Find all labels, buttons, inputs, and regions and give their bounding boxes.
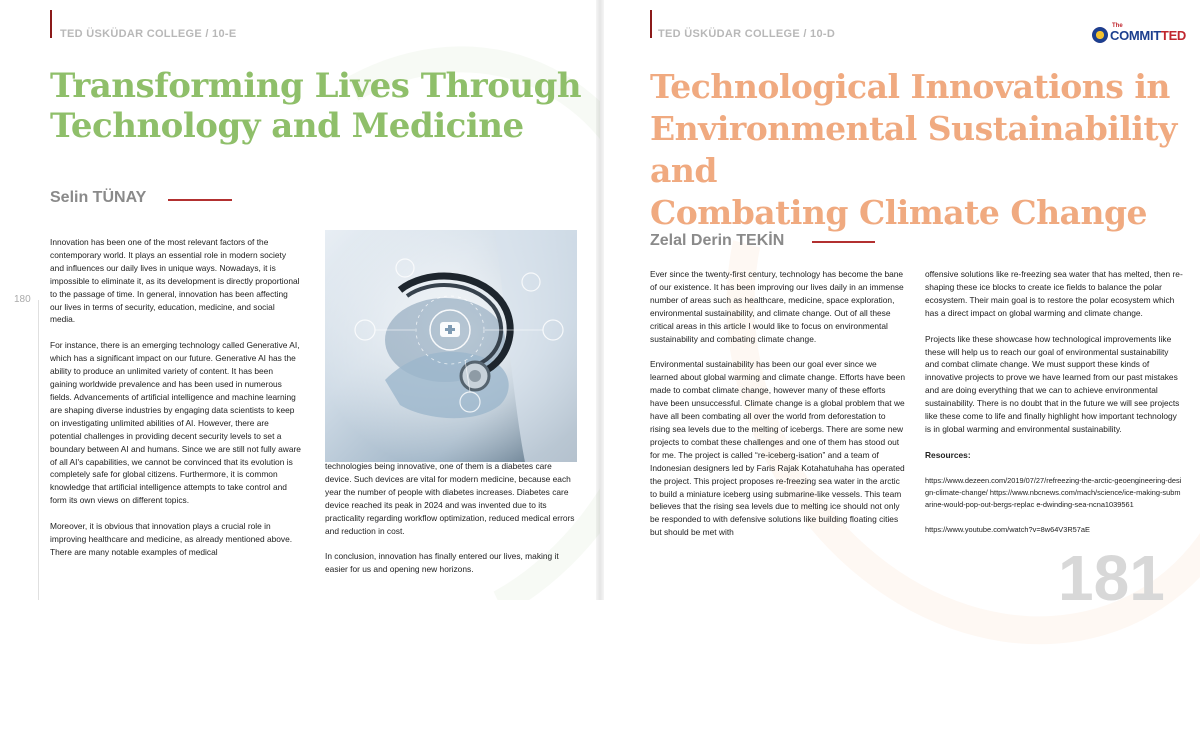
paragraph: offensive solutions like re-freezing sea water that has melted, then re-shaping these ice blocks to create ice fields to balance the polar ecosystem. Their main goal is to restore the polar ecosystem which has a direct impact on global warming and climate change.: [925, 269, 1183, 318]
header-accent-line: [50, 10, 52, 38]
title-line: Environmental Sustainability and: [650, 108, 1177, 190]
article-title: [650, 66, 1195, 234]
paragraph: In conclusion, innovation has finally entered our lives, making it easier for us and opening new horizons.: [325, 551, 559, 575]
paragraph: Environmental sustainability has been our goal ever since we learned about global warming and climate change. Efforts have been made to combat climate change, however many of these efforts have been unsuccessful. Climate change is a global problem that we have all been combating all over the world from deforestation to rising sea levels due to the melting of icebergs. There are some new projects to combat these challenges and one of them has stood out for me. The project is called “re-iceberg-isation” and a team of Indonesian designers led by Faris Rajak Kotahatuhaha has operated the project. This project proposes re-freezing sea water in the arctic to build a miniature iceberg using submarine-like vessels. This team believes that the rising sea levels due to melting ice should not only be responded to with defensive solutions like building floating cities but should be met with: [650, 359, 905, 538]
resource-links: https://www.dezeen.com/2019/07/27/refreezing-the-arctic-geoengineering-design-climate-change/ https://www.nbcnews.com/mach/science/ice-making-submarine-would-pop-out-bergs-replac e-dwinding-sea-ncna1039561: [925, 475, 1182, 509]
page-number: 181: [1058, 542, 1165, 614]
paragraph: Projects like these showcase how technological improvements like these will help us to reach our goal of environmental sustainability and combat climate change. We must support these kinds of innovative projects to prove we have learned from our past mistakes and are doing everything that we can to achieve environmental sustainability. There is no doubt that in the future we will see projects like these come to life and finally highlight how important technology is in global warming and environmental sustainability.: [925, 333, 1180, 434]
header-accent-line: [650, 10, 652, 38]
paragraph: Ever since the twenty-first century, technology has become the bane of our existence. It has been improving our lives daily in an immense number of areas such as healthcare, medicine, space exploration, environmental sustainability, and climate change. Out of all these critical areas in this article I would like to focus on environmental sustainability and combating climate change.: [650, 269, 904, 344]
author-name: Selin TÜNAY: [50, 189, 147, 206]
author-underline: [168, 199, 232, 201]
logo-wordmark: [1110, 28, 1186, 43]
article-column-2: [325, 460, 580, 589]
author-name: Zelal Derin TEKİN: [650, 232, 785, 249]
title-line: Transforming Lives Through: [50, 66, 582, 106]
logo-emblem-icon: [1092, 27, 1108, 43]
page-number: 180: [14, 294, 31, 305]
logo-accent: TED: [1160, 28, 1187, 43]
article-column-2: [925, 268, 1183, 549]
paragraph: Moreover, it is obvious that innovation plays a crucial role in improving healthcare and medicine, as already mentioned above. There are many notable examples of medical: [50, 521, 293, 557]
article-column-1: [50, 236, 302, 572]
logo-the: The: [1112, 23, 1123, 29]
resource-link: https://www.youtube.com/watch?v=8w64V3R57aE: [925, 524, 1090, 534]
medical-technology-photo: [325, 230, 577, 462]
title-line: Technology and Medicine: [50, 106, 524, 147]
school-header: TED ÜSKÜDAR COLLEGE / 10-E: [60, 28, 237, 40]
article-title: [50, 66, 590, 146]
logo-main: COMMIT: [1110, 28, 1161, 43]
title-line: Combating Climate Change: [650, 192, 1148, 232]
paragraph: Innovation has been one of the most relevant factors of the contemporary world. It plays an essential role in modern society and influences our daily lives in unique ways. Nowadays, it is impossible to eliminate it, as its development is directly proportional to the passage of time. In general, innovation has been affecting our lives in terms of security, education, medicine, and social media.: [50, 237, 300, 325]
school-header: TED ÜSKÜDAR COLLEGE / 10-D: [658, 28, 836, 40]
author-underline: [812, 241, 875, 243]
left-page: [0, 0, 600, 600]
resources-heading: Resources:: [925, 449, 971, 460]
paragraph: technologies being innovative, one of them is a diabetes care device. Such devices are vital for modern medicine, because each year the number of people with diabetes increases. Diabetes care device reached its peak in 2024 and was invented due to its practicality regarding workflow optimization, reduced medical errors and reduction in cost.: [325, 461, 575, 536]
stethoscope-illustration: [325, 230, 577, 462]
article-column-1: [650, 268, 905, 552]
paragraph: For instance, there is an emerging technology called Generative AI, which has a significant impact on our future. Generative AI has the ability to produce an unlimited variety of content. It has been gaining worldwide prevalence and has been used in numerous fields. Advancements of artificial intelligence and machine learning are shaping diverse industries by engaging data scientists to keep on investigating unlimited abilities of AI. However, there are potential challenges in providing decent security levels to set a boundary between AI and humans. Since we are still not fully aware of all AI's capabilities, we cannot be convinced that its evolution is completely safe for global citizens. Furthermore, it is common knowledge that artificial intelligence attempts to take control and form its own views on different topics.: [50, 340, 301, 506]
title-line: Technological Innovations in: [650, 67, 1170, 106]
margin-rule: [38, 300, 39, 600]
